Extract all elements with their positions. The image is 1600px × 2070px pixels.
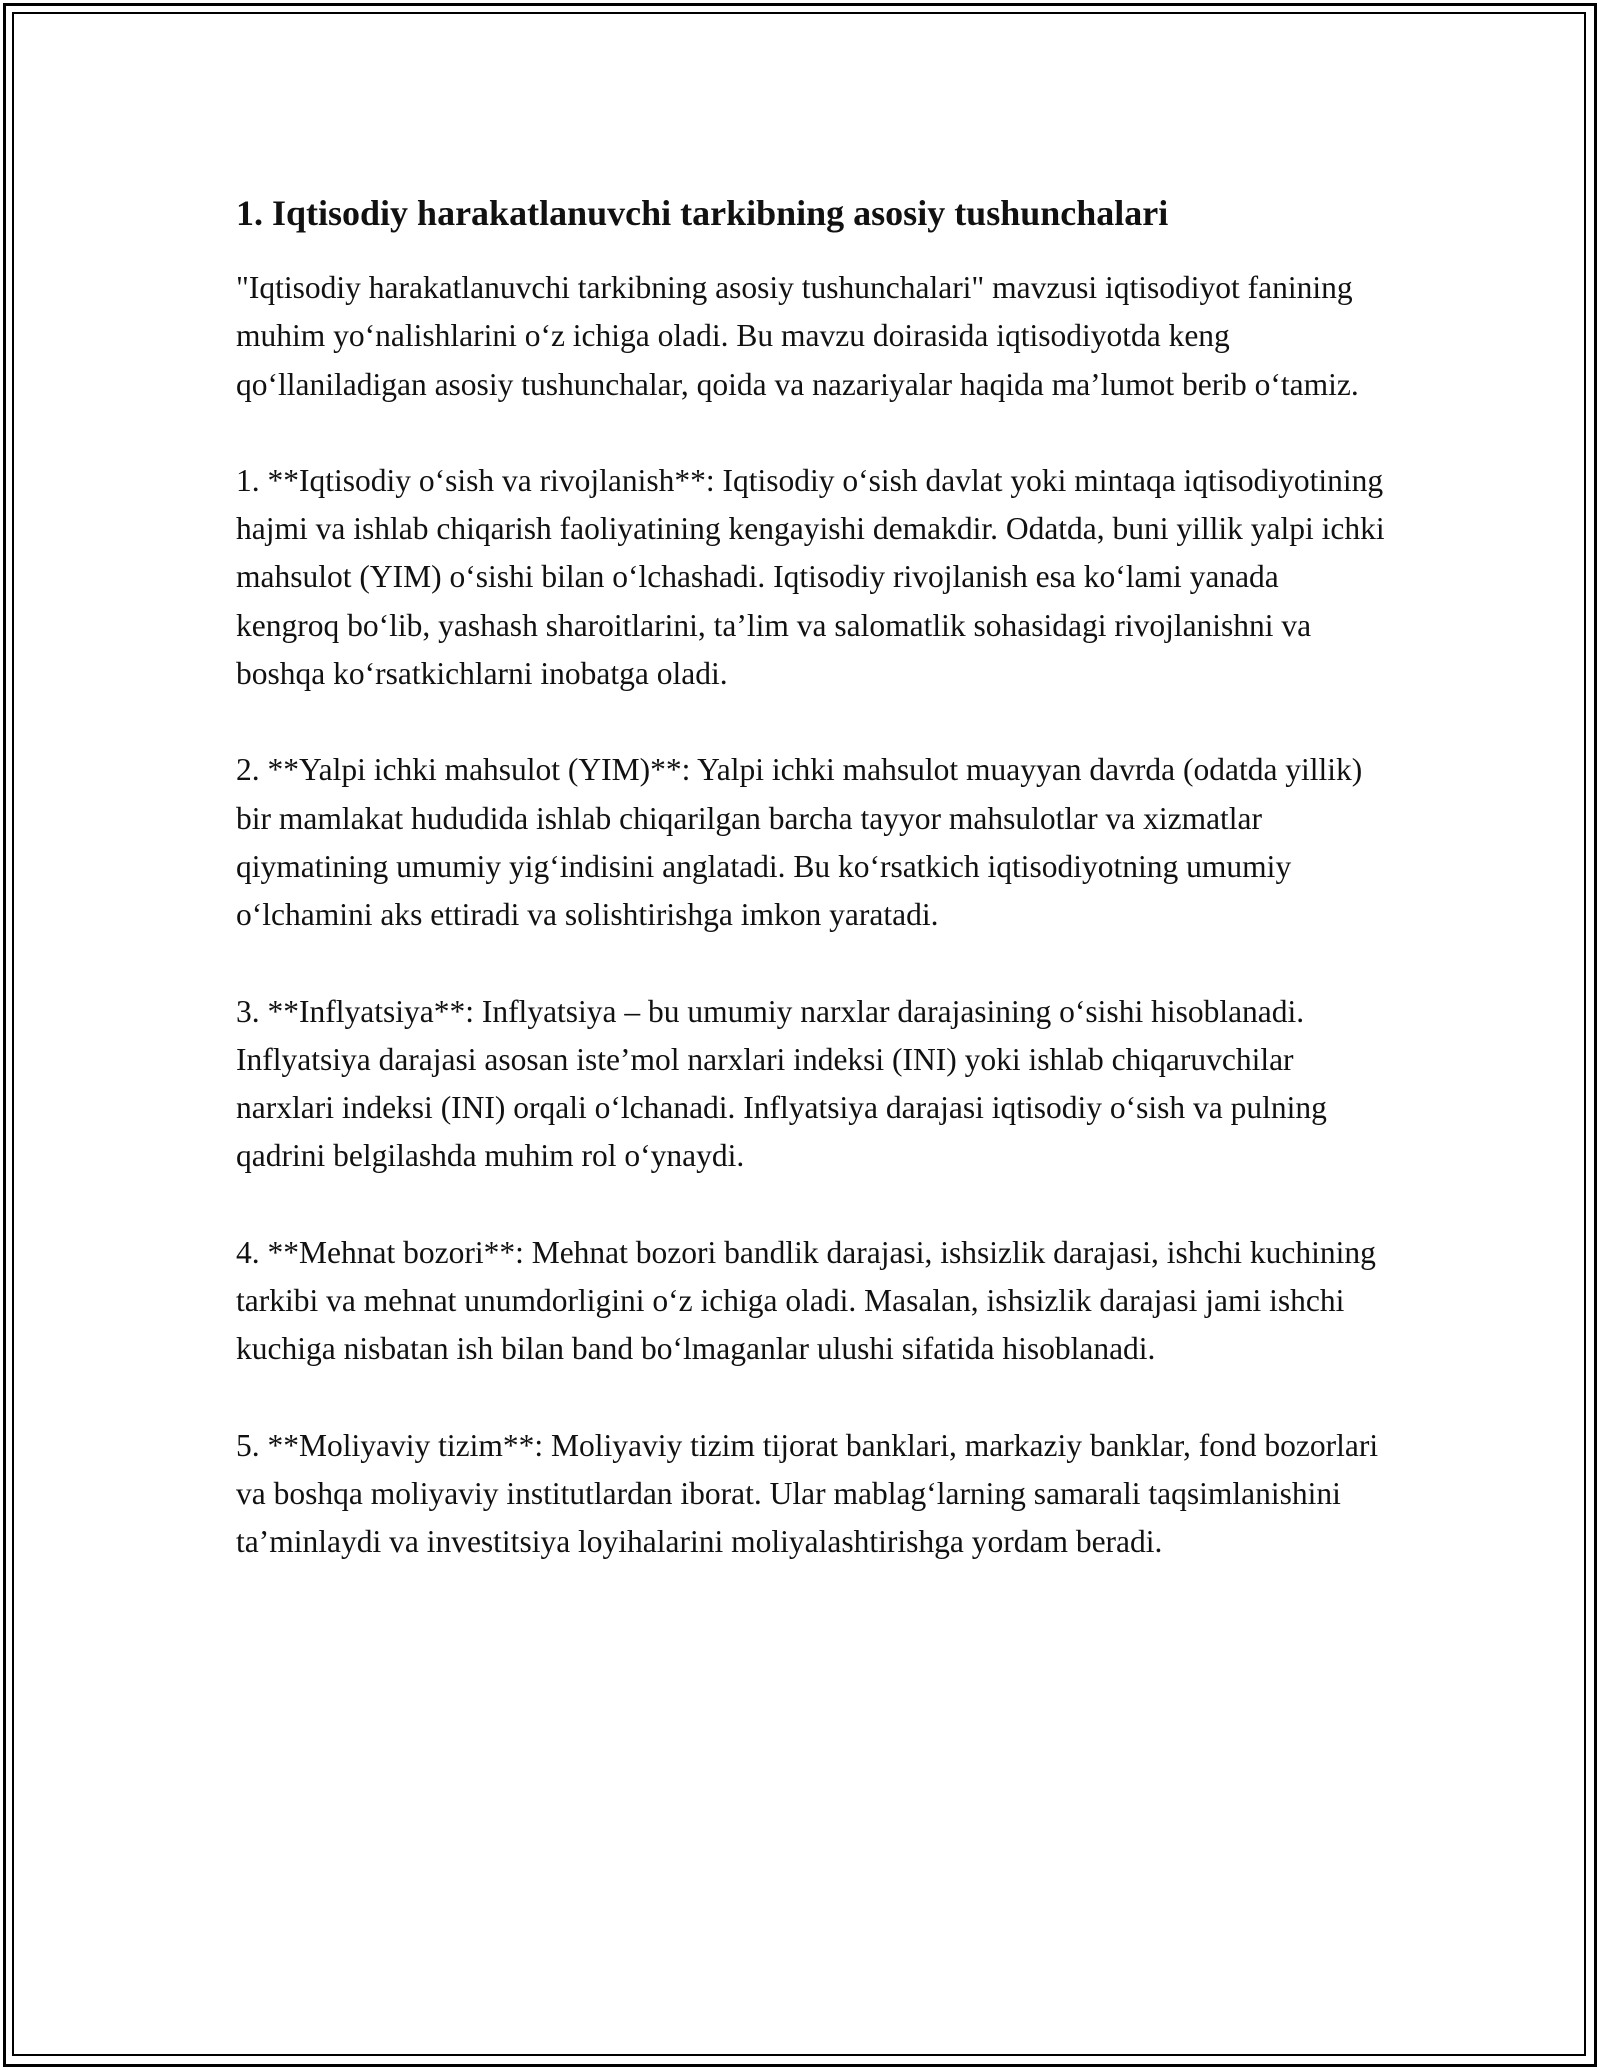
intro-paragraph: "Iqtisodiy harakatlanuvchi tarkibning asosiy tushunchalari" mavzusi iqtisodiyot fanining muhim yoʻnalishlarini oʻz ichiga oladi. Bu mavzu doirasida iqtisodiyotda keng qoʻllaniladigan asosiy tushunchalar, qoida va nazariyalar haqida maʼlumot berib oʻtamiz.	[236, 270, 1359, 402]
list-item-inflation: 3. **Inflyatsiya**: Inflyatsiya – bu umumiy narxlar darajasining oʻsishi hisoblanadi. Inflyatsiya darajasi asosan isteʼmol narxlari indeksi (INI) yoki ishlab chiqaruvchilar narxlari indeksi (INI) orqali oʻlchanadi. Inflyatsiya darajasi iqtisodiy oʻsish va pulning qadrini belgilashda muhim rol oʻynaydi.	[236, 993, 1327, 1174]
list-item-economic-growth: 1. **Iqtisodiy oʻsish va rivojlanish**: Iqtisodiy oʻsish davlat yoki mintaqa iqtisodiyotining hajmi va ishlab chiqarish faoliyatining kengayishi demakdir. Odatda, buni yillik yalpi ichki mahsulot (YIM) oʻsishi bilan oʻlchashadi. Iqtisodiy rivojlanish esa koʻlami yanada kengroq boʻlib, yashash sharoitlarini, taʼlim va salomatlik sohasidagi rivojlanishni va boshqa koʻrsatkichlarni inobatga oladi.	[236, 462, 1385, 692]
list-item-labor-market: 4. **Mehnat bozori**: Mehnat bozori bandlik darajasi, ishsizlik darajasi, ishchi kuchining tarkibi va mehnat unumdorligini oʻz ichiga oladi. Masalan, ishsizlik darajasi jami ishchi kuchiga nisbatan ish bilan band boʻlmaganlar ulushi sifatida hisoblanadi.	[236, 1234, 1376, 1367]
document-body	[236, 188, 1386, 1615]
list-item-financial-system: 5. **Moliyaviy tizim**: Moliyaviy tizim tijorat banklari, markaziy banklar, fond bozorlari va boshqa moliyaviy institutlardan iborat. Ular mablagʻlarning samarali taqsimlanishini taʼminlaydi va investitsiya loyihalarini moliyalashtirishga yordam beradi.	[236, 1427, 1379, 1560]
document-title: 1. Iqtisodiy harakatlanuvchi tarkibning asosiy tushunchalari	[236, 193, 1169, 233]
list-item-gdp: 2. **Yalpi ichki mahsulot (YIM)**: Yalpi ichki mahsulot muayyan davrda (odatda yillik) bir mamlakat hududida ishlab chiqarilgan barcha tayyor mahsulotlar va xizmatlar qiymatining umumiy yigʻindisini anglatadi. Bu koʻrsatkich iqtisodiyotning umumiy oʻlchamini aks ettiradi va solishtirishga imkon yaratadi.	[236, 752, 1363, 933]
